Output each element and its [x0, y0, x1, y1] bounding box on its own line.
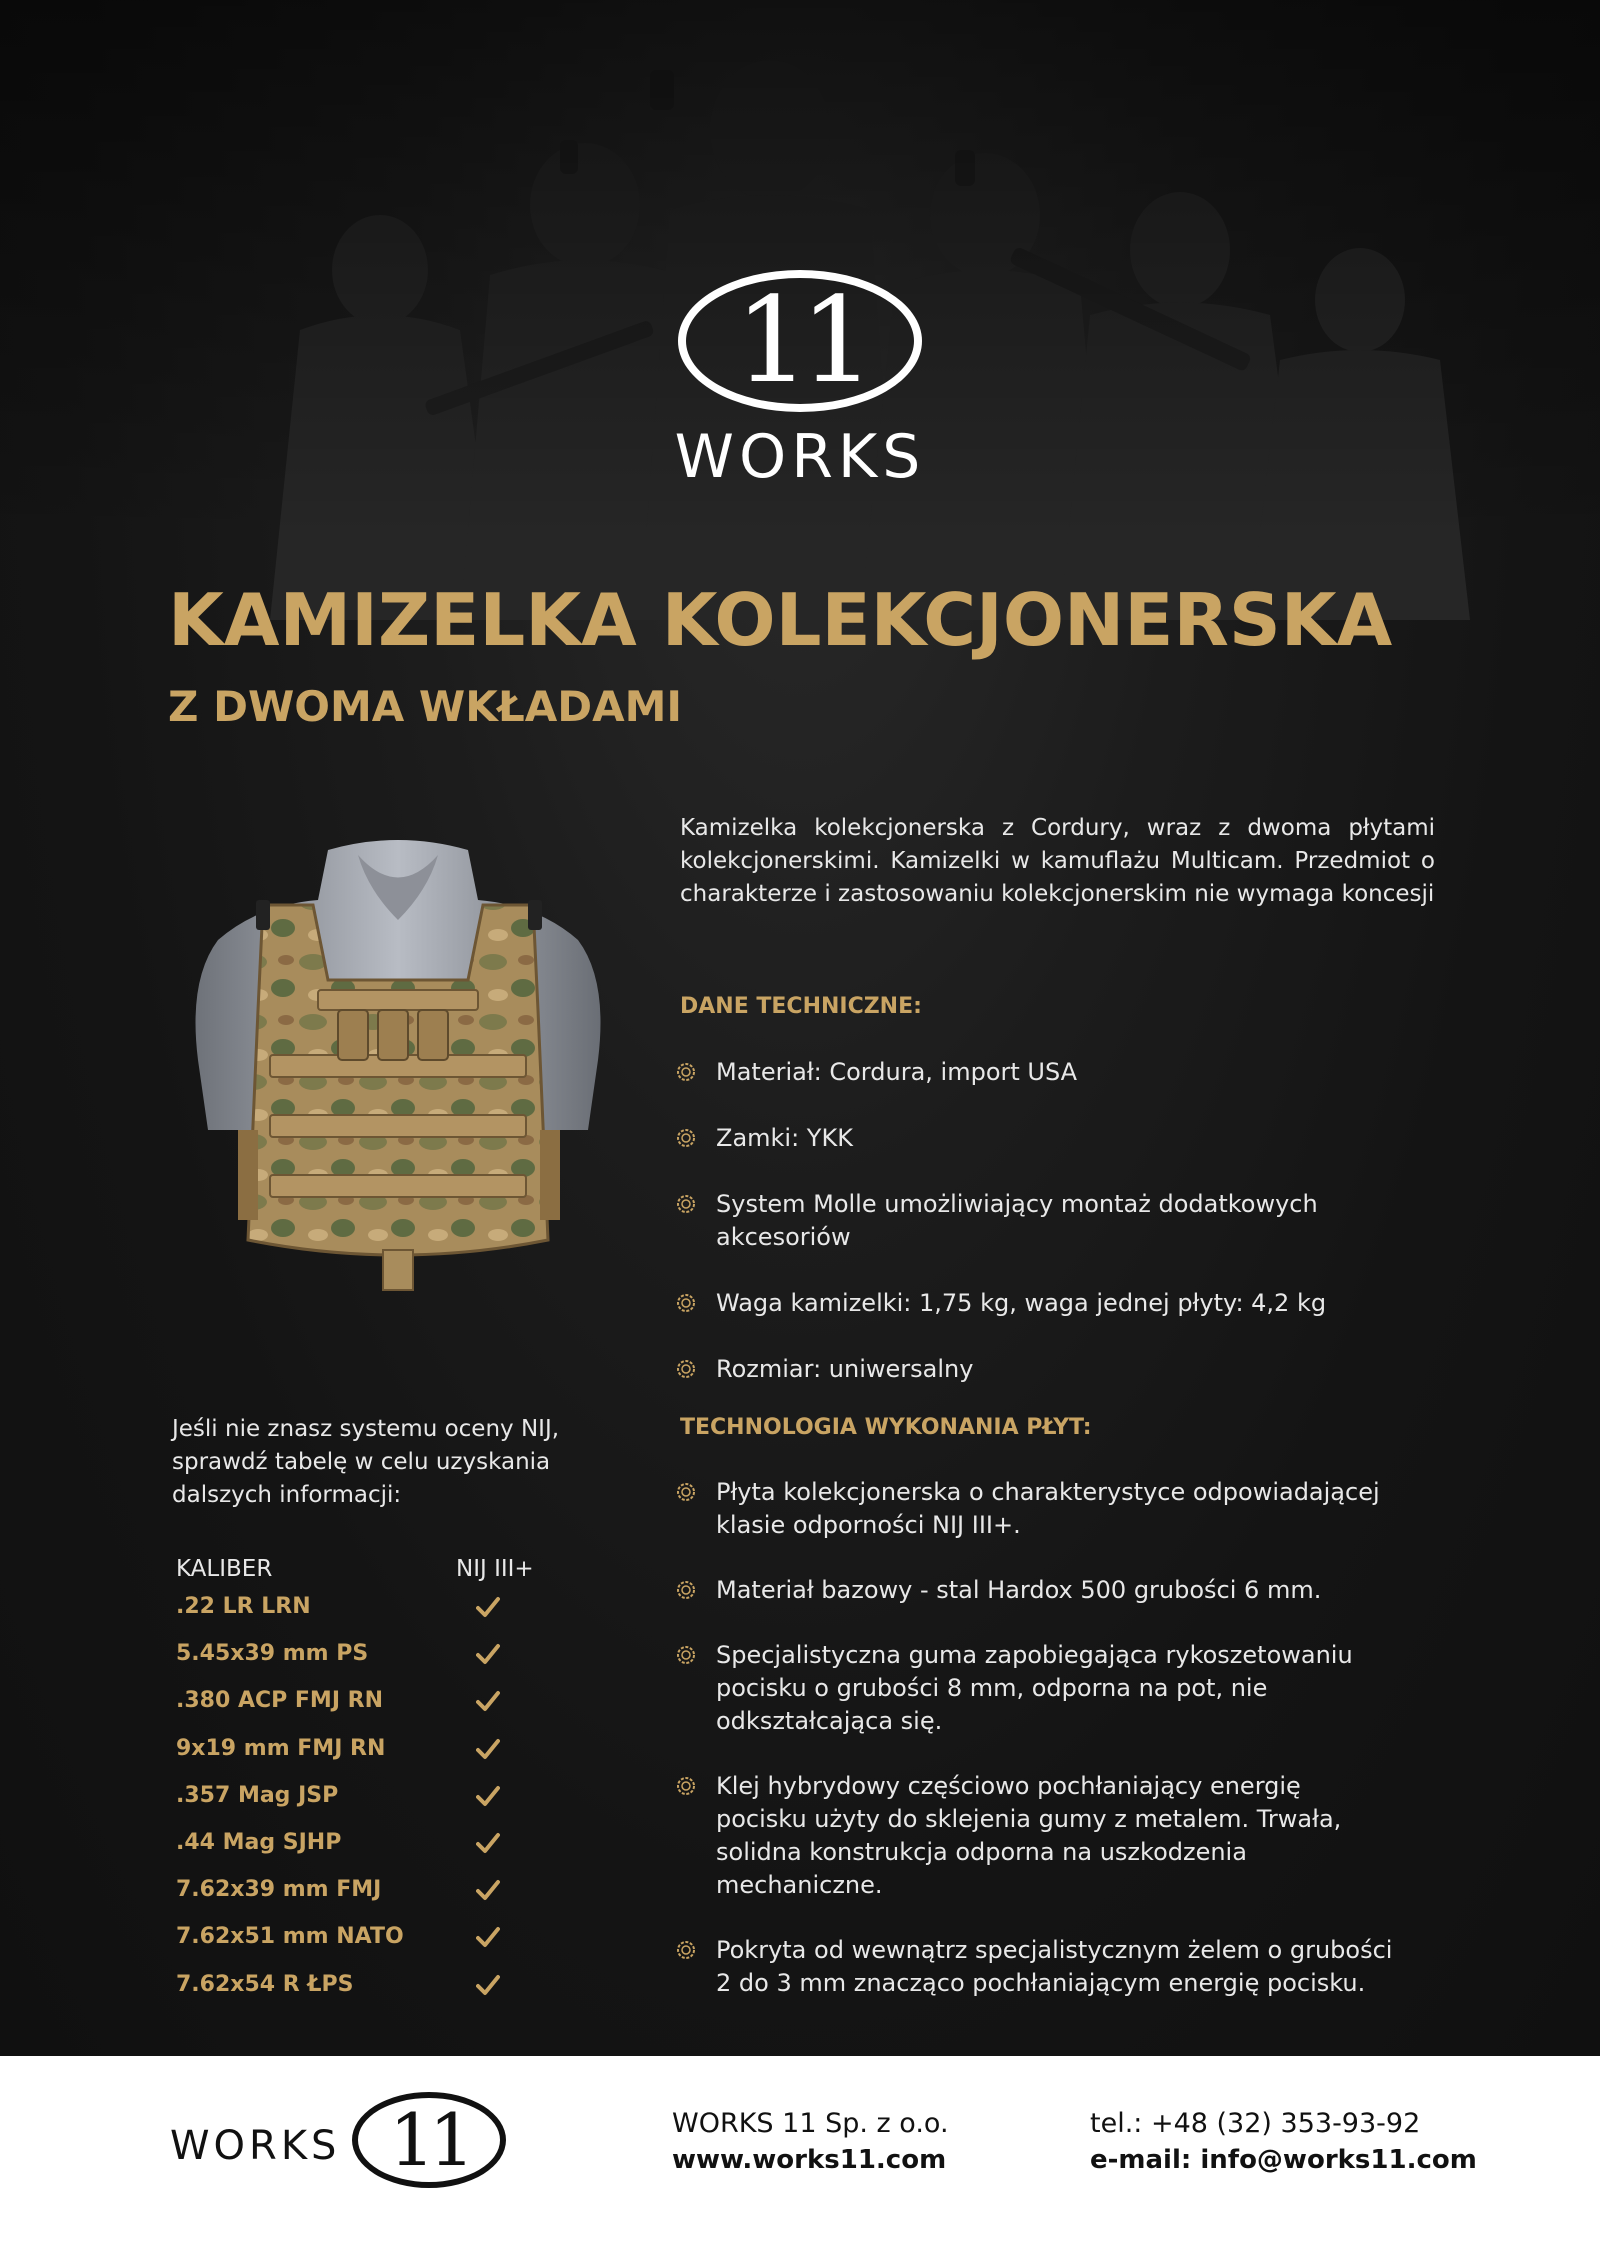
gear-bullet-icon: [676, 1776, 696, 1796]
gear-bullet-icon: [676, 1940, 696, 1960]
nij-table-row: [176, 1686, 536, 1733]
nij-table-row: [176, 1922, 536, 1969]
logo-word: WORKS: [674, 422, 926, 492]
product-description: Kamizelka kolekcjonerska z Cordury, wraz z dwoma płytami kolekcjonerskimi. Kamizelki w kamuflażu Multicam. Przedmiot o charakterze i zastosowaniu kolekcjonerskim nie wymaga koncesji: [680, 815, 1435, 907]
nij-table-row: [176, 1639, 536, 1686]
plates-heading: TECHNOLOGIA WYKONANIA PŁYT:: [680, 1415, 1092, 1440]
phone-number[interactable]: tel.: +48 (32) 353-93-92: [1090, 2108, 1421, 2139]
nij-table: [176, 1556, 536, 2017]
gear-bullet-icon: [676, 1128, 696, 1148]
rating-column-header: NIJ III+: [456, 1556, 534, 1582]
company-name: WORKS 11 Sp. z o.o.: [672, 2108, 949, 2139]
footer-logo-word: WORKS: [170, 2123, 341, 2169]
footer-contact-block: [1090, 2106, 1510, 2178]
email-link[interactable]: e-mail: info@works11.com: [1090, 2145, 1477, 2175]
check-icon: [476, 1926, 500, 1948]
footer-company-block: [672, 2106, 1072, 2178]
nij-table-row: [176, 1734, 536, 1781]
tech-heading: DANE TECHNICZNE:: [680, 994, 922, 1019]
plate-item-text: Klej hybrydowy częściowo pochłaniający energię pocisku użyty do sklejenia gumy z metalem. Trwała, solidna konstrukcja odporna na uszkodzenia mechaniczne.: [716, 1772, 1342, 1899]
caliber-cell: 5.45x39 mm PS: [176, 1641, 369, 1667]
footer-logo-oval: [352, 2092, 506, 2188]
nij-intro: Jeśli nie znasz systemu oceny NIJ, sprawdź tabelę w celu uzyskania dalszych informacji:: [172, 1416, 560, 1508]
caliber-column-header: KALIBER: [176, 1556, 273, 1582]
tech-item-text: Zamki: YKK: [716, 1124, 853, 1152]
plate-item: [676, 1574, 1396, 1607]
plate-item-text: Specjalistyczna guma zapobiegająca rykoszetowaniu pocisku o grubości 8 mm, odporna na pot, nie odkształcająca się.: [716, 1641, 1353, 1735]
check-icon: [476, 1643, 500, 1665]
logo-number: 11: [734, 271, 866, 409]
check-icon: [476, 1738, 500, 1760]
nij-table-row: [176, 1875, 536, 1922]
nij-table-header: [176, 1556, 536, 1592]
gear-bullet-icon: [676, 1645, 696, 1665]
check-icon: [476, 1974, 500, 1996]
plate-item: [676, 1476, 1396, 1542]
page-subtitle: Z DWOMA WKŁADAMI: [168, 682, 683, 731]
tech-item: [676, 1287, 1446, 1320]
gear-bullet-icon: [676, 1482, 696, 1502]
caliber-cell: .380 ACP FMJ RN: [176, 1688, 384, 1714]
caliber-cell: 9x19 mm FMJ RN: [176, 1735, 386, 1761]
plate-item-text: Pokryta od wewnątrz specjalistycznym żelem o grubości 2 do 3 mm znacząco pochłaniającym energię pocisku.: [716, 1936, 1393, 1997]
caliber-cell: 7.62x51 mm NATO: [176, 1924, 404, 1950]
tech-item-text: Materiał: Cordura, import USA: [716, 1058, 1078, 1086]
plates-list: [676, 1476, 1446, 2032]
nij-table-row: [176, 1592, 536, 1639]
footer-logo-number: 11: [389, 2098, 469, 2182]
caliber-cell: .357 Mag JSP: [176, 1782, 339, 1808]
plate-item: [676, 1639, 1396, 1738]
caliber-cell: .44 Mag SJHP: [176, 1829, 342, 1855]
check-icon: [476, 1879, 500, 1901]
gear-bullet-icon: [676, 1580, 696, 1600]
caliber-cell: .22 LR LRN: [176, 1594, 311, 1619]
plate-item-text: Płyta kolekcjonerska o charakterystyce odpowiadającej klasie odporności NIJ III+.: [716, 1478, 1380, 1539]
tech-item: [676, 1056, 1446, 1089]
nij-table-row: [176, 1828, 536, 1875]
nij-table-body: [176, 1592, 536, 2017]
check-icon: [476, 1596, 500, 1618]
plate-item-text: Materiał bazowy - stal Hardox 500 grubości 6 mm.: [716, 1576, 1322, 1604]
vest-product-image: [178, 830, 618, 1330]
plate-item: [676, 1770, 1396, 1902]
page-title: KAMIZELKA KOLEKCJONERSKA: [168, 578, 1393, 662]
check-icon: [476, 1690, 500, 1712]
gear-bullet-icon: [676, 1293, 696, 1313]
tech-item-text: System Molle umożliwiający montaż dodatkowych akcesoriów: [716, 1190, 1318, 1251]
works11-logo: [670, 262, 930, 492]
tech-item-text: Rozmiar: uniwersalny: [716, 1355, 974, 1383]
footer: [0, 2056, 1600, 2244]
caliber-cell: 7.62x54 R ŁPS: [176, 1971, 354, 1997]
nij-table-row: [176, 1781, 536, 1828]
check-icon: [476, 1832, 500, 1854]
check-icon: [476, 1785, 500, 1807]
gear-bullet-icon: [676, 1194, 696, 1214]
plate-item: [676, 1934, 1396, 2000]
tech-item: [676, 1188, 1446, 1254]
tech-list: [676, 1056, 1446, 1419]
tech-item-text: Waga kamizelki: 1,75 kg, waga jednej płyty: 4,2 kg: [716, 1289, 1327, 1317]
website-link[interactable]: www.works11.com: [672, 2145, 947, 2175]
nij-table-row: [176, 1970, 536, 2017]
tech-item: [676, 1122, 1446, 1155]
gear-bullet-icon: [676, 1359, 696, 1379]
tech-item: [676, 1353, 1446, 1386]
gear-bullet-icon: [676, 1062, 696, 1082]
caliber-cell: 7.62x39 mm FMJ: [176, 1877, 382, 1903]
